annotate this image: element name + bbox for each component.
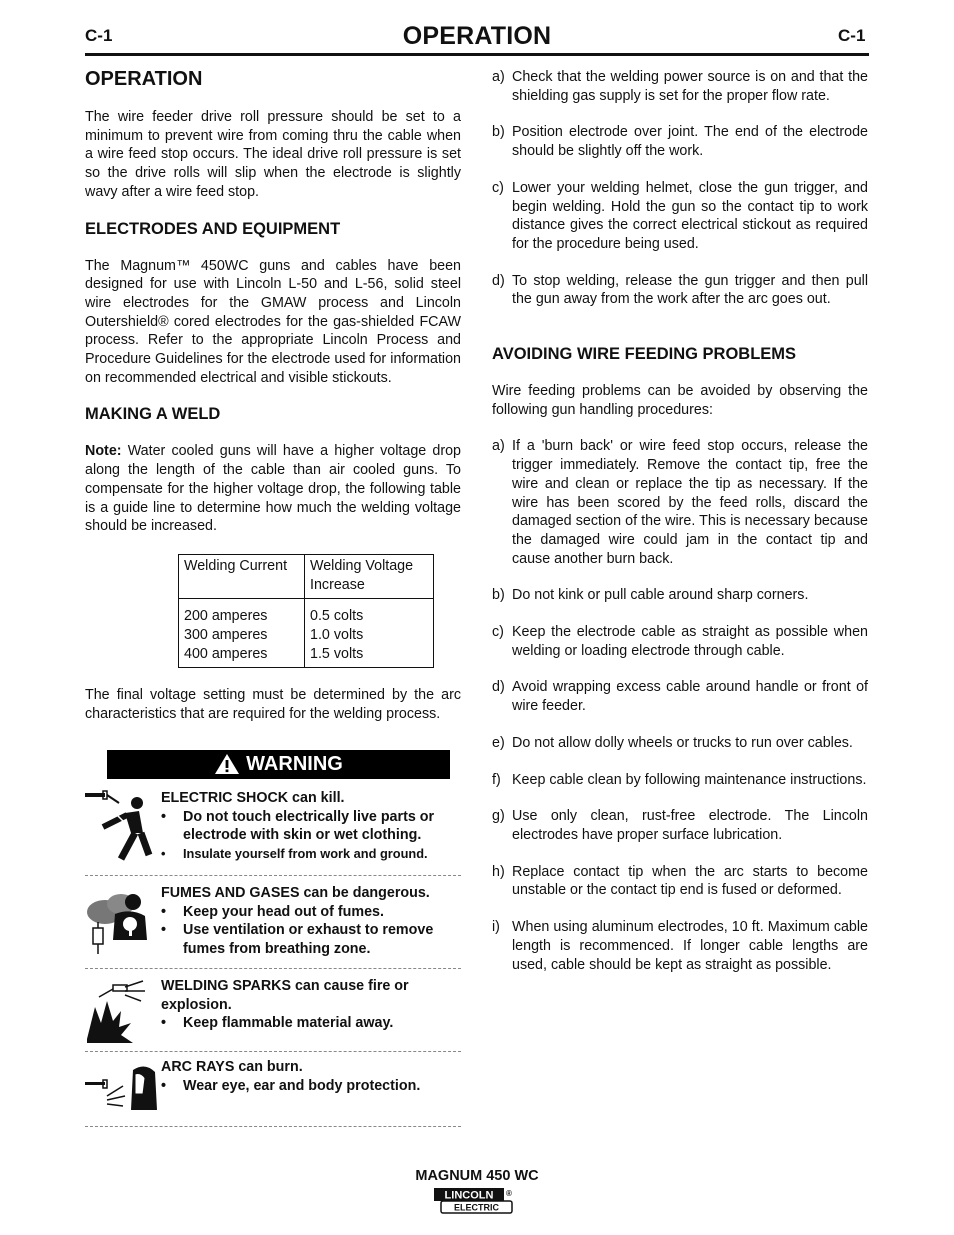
voltage-table — [178, 554, 434, 669]
left-column — [85, 68, 461, 1127]
right-column — [492, 68, 868, 992]
warning-banner — [107, 750, 450, 779]
warning-label: WARNING — [246, 752, 343, 775]
page-code-right: C-1 — [838, 26, 866, 45]
hazard-electric-shock — [85, 789, 461, 876]
list-item: i) When using aluminum electrodes, 10 ft. Maximum cable length is recommenced. If longer cable lengths are used, cable should be kept as straight as possible. — [492, 919, 868, 973]
note-label: Note: — [85, 443, 122, 460]
table-voltage-cell: 0.5 colts 1.0 volts 1.5 volts — [305, 599, 434, 668]
electrodes-paragraph: The Magnum™ 450WC guns and cables have been designed for use with Lincoln L-50 and L-56, solid steel wire electrodes for the GMAW process and Lincoln Outershield® cored electrodes for the gas-shielded FCAW process. Refer to the appropriate Lincoln Process and Procedure Guidelines for the electrode used for information on recommended electrical and visible stickouts. — [85, 257, 461, 386]
hazard-arc-rays — [85, 1052, 461, 1127]
note-paragraph — [85, 442, 461, 536]
list-item: c) Keep the electrode cable as straight as possible when welding or loading electrode through cable. — [492, 624, 868, 659]
table-current-cell: 200 amperes 300 amperes 400 amperes — [179, 599, 305, 668]
hazard-bullet: • Wear eye, ear and body protection. — [161, 1077, 461, 1096]
list-item: g) Use only clean, rust-free electrode. The Lincoln electrodes have proper surface lubrication. — [492, 808, 868, 843]
hazard-sparks — [85, 969, 461, 1052]
making-weld-heading: MAKING A WELD — [85, 405, 221, 424]
hazard-bullet: • Keep flammable material away. — [161, 1014, 461, 1033]
svg-text:LINCOLN: LINCOLN — [444, 1189, 494, 1202]
hazard-bullet: • Keep your head out of fumes. — [161, 903, 461, 922]
hazard-fumes — [85, 876, 461, 969]
avoiding-intro-paragraph: Wire feeding problems can be avoided by observing the following gun handling procedures: — [492, 383, 868, 418]
hazard-title: FUMES AND GASES can be dangerous. — [161, 884, 430, 901]
table-header-voltage: Welding Voltage Increase — [305, 554, 434, 598]
hazard-title: WELDING SPARKS can cause fire or explosion. — [161, 977, 409, 1013]
operation-heading: OPERATION — [85, 68, 203, 90]
hazard-title: ARC RAYS can burn. — [161, 1058, 303, 1075]
electrodes-heading: ELECTRODES AND EQUIPMENT — [85, 219, 341, 238]
table-header-row — [179, 554, 434, 598]
operation-paragraph: The wire feeder drive roll pressure should be set to a minimum to prevent wire from coming thru the cable when a wire feed stop occurs. The ideal drive roll pressure is set so the drive rolls will slip when the electrode is slightly wavy after a wire feed stop. — [85, 109, 461, 200]
list-item: e) Do not allow dolly wheels or trucks to run over cables. — [492, 734, 853, 751]
hazard-bullet: • Do not touch electrically live parts or electrode with skin or wet clothing. — [161, 808, 461, 845]
avoiding-problems-heading: AVOIDING WIRE FEEDING PROBLEMS — [492, 345, 797, 364]
page-code-left: C-1 — [85, 26, 113, 45]
hazard-title: ELECTRIC SHOCK can kill. — [161, 789, 345, 806]
table-header-current: Welding Current — [179, 554, 305, 598]
hazard-bullet: • Insulate yourself from work and ground. — [161, 845, 461, 864]
lincoln-electric-logo — [433, 1187, 515, 1215]
list-item: b) Do not kink or pull cable around sharp corners. — [492, 587, 809, 604]
list-item: d) Avoid wrapping excess cable around handle or front of wire feeder. — [492, 679, 868, 715]
list-item: a) If a 'burn back' or wire feed stop occurs, release the trigger immediately. Remove the contact tip, free the wire and clean or replace the tip as necessary. If the wire has been scored by the feed rolls, discard the damaged section of the wire. This is necessary because the damaged wire could jam in the contact tip and cause another burn back. — [492, 438, 868, 567]
list-item: c) Lower your welding helmet, close the gun trigger, and begin welding. Hold the gun so the contact tip to work distance gives the correct electrical stickout as required for the procedure being used. — [492, 179, 868, 252]
final-voltage-paragraph: The final voltage setting must be determined by the arc characteristics that are required for the welding process. — [85, 687, 461, 723]
svg-text:®: ® — [506, 1189, 512, 1198]
list-item: h) Replace contact tip when the arc starts to become unstable or the contact tip end is fused or deformed. — [492, 863, 868, 899]
footer-model-name: MAGNUM 450 WC — [415, 1168, 539, 1184]
electric-shock-icon — [85, 789, 155, 869]
note-text: Water cooled guns will have a higher voltage drop along the length of the cable than air cooled guns. To compensate for the higher voltage drop, the following table is a guide line to determine how much the welding voltage should be increased. — [85, 443, 461, 535]
list-item: d) To stop welding, release the gun trigger and then pull the gun away from the work after the arc goes out. — [492, 272, 868, 308]
warning-triangle-icon — [214, 753, 240, 775]
header-rule — [85, 53, 869, 56]
list-item: b) Position electrode over joint. The end of the electrode should be slightly off the work. — [492, 124, 868, 160]
list-item: a) Check that the welding power source is on and that the shielding gas supply is set for the proper flow rate. — [492, 69, 868, 104]
fumes-icon — [85, 884, 157, 964]
arc-rays-icon — [85, 1060, 161, 1120]
svg-text:ELECTRIC: ELECTRIC — [454, 1202, 499, 1213]
list-item: f) Keep cable clean by following maintenance instructions. — [492, 771, 867, 788]
page-title: OPERATION — [402, 22, 552, 50]
table-row — [179, 599, 434, 668]
hazard-bullet: • Use ventilation or exhaust to remove fumes from breathing zone. — [161, 921, 461, 958]
sparks-icon — [85, 977, 157, 1049]
